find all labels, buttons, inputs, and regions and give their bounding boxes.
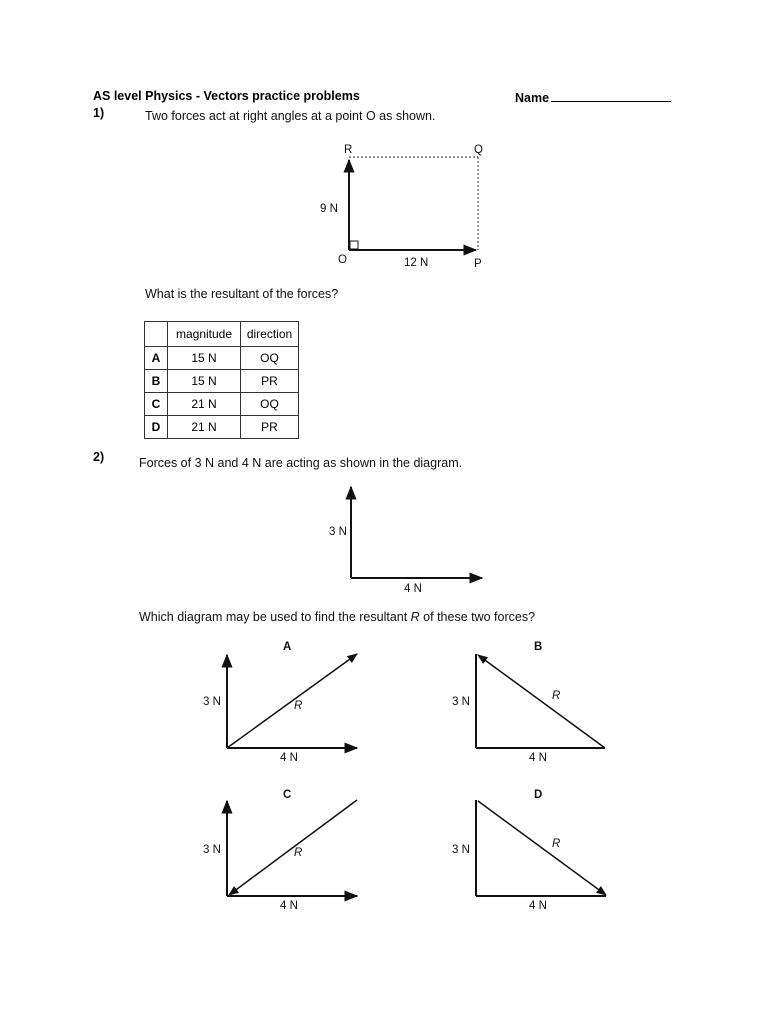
option-a-diagram[interactable]	[203, 641, 357, 764]
resultant-r: R	[410, 610, 420, 624]
table-header-direction: direction	[241, 322, 299, 347]
option-direction: OQ	[241, 393, 299, 416]
option-b-resultant-arrow	[478, 655, 605, 748]
option-a-resultant-arrow	[227, 654, 357, 748]
option-d-4n: 4 N	[529, 900, 547, 912]
label-o: O	[338, 254, 347, 266]
option-c-letter: C	[283, 789, 292, 801]
option-magnitude: 15 N	[168, 347, 241, 370]
label-12n: 12 N	[404, 257, 429, 269]
question-2-number: 2)	[93, 450, 105, 464]
option-letter: B	[145, 370, 168, 393]
page-title: AS level Physics - Vectors practice problems	[93, 89, 360, 103]
option-letter: C	[145, 393, 168, 416]
option-b-4n: 4 N	[529, 752, 547, 764]
option-letter: D	[145, 416, 168, 439]
label-p: P	[474, 258, 482, 270]
option-d-3n: 3 N	[452, 844, 470, 856]
option-b-r: R	[552, 690, 561, 702]
table-header-magnitude: magnitude	[168, 322, 241, 347]
option-magnitude: 15 N	[168, 370, 241, 393]
option-c-r: R	[294, 847, 303, 859]
option-d-resultant-arrow	[478, 801, 606, 895]
option-d-diagram[interactable]	[452, 789, 606, 912]
label-3n: 3 N	[329, 526, 347, 538]
question-2-prompt: Forces of 3 N and 4 N are acting as shown in the diagram.	[139, 456, 463, 470]
option-magnitude: 21 N	[168, 393, 241, 416]
option-direction: PR	[241, 370, 299, 393]
label-r: R	[344, 144, 353, 156]
option-direction: OQ	[241, 347, 299, 370]
option-b-letter: B	[534, 641, 543, 653]
option-a-3n: 3 N	[203, 696, 221, 708]
option-b-diagram[interactable]	[452, 641, 605, 764]
label-q: Q	[474, 144, 483, 156]
option-magnitude: 21 N	[168, 416, 241, 439]
label-4n: 4 N	[404, 583, 422, 595]
question-1-number: 1)	[93, 106, 105, 120]
question-2-ask: Which diagram may be used to find the resultant R of these two forces?	[139, 610, 536, 624]
label-9n: 9 N	[320, 203, 338, 215]
option-d-r: R	[552, 838, 561, 850]
option-d-letter: D	[534, 789, 543, 801]
option-a-4n: 4 N	[280, 752, 298, 764]
option-letter: A	[145, 347, 168, 370]
option-c-resultant-arrow	[229, 800, 357, 895]
name-label: Name	[515, 91, 550, 105]
option-c-3n: 3 N	[203, 844, 221, 856]
question-1-ask: What is the resultant of the forces?	[145, 287, 339, 301]
option-direction: PR	[241, 416, 299, 439]
option-c-diagram[interactable]	[203, 789, 357, 912]
question-1-prompt: Two forces act at right angles at a point O as shown.	[145, 109, 436, 123]
option-a-r: R	[294, 700, 303, 712]
option-a-letter: A	[283, 641, 292, 653]
option-b-3n: 3 N	[452, 696, 470, 708]
option-c-4n: 4 N	[280, 900, 298, 912]
